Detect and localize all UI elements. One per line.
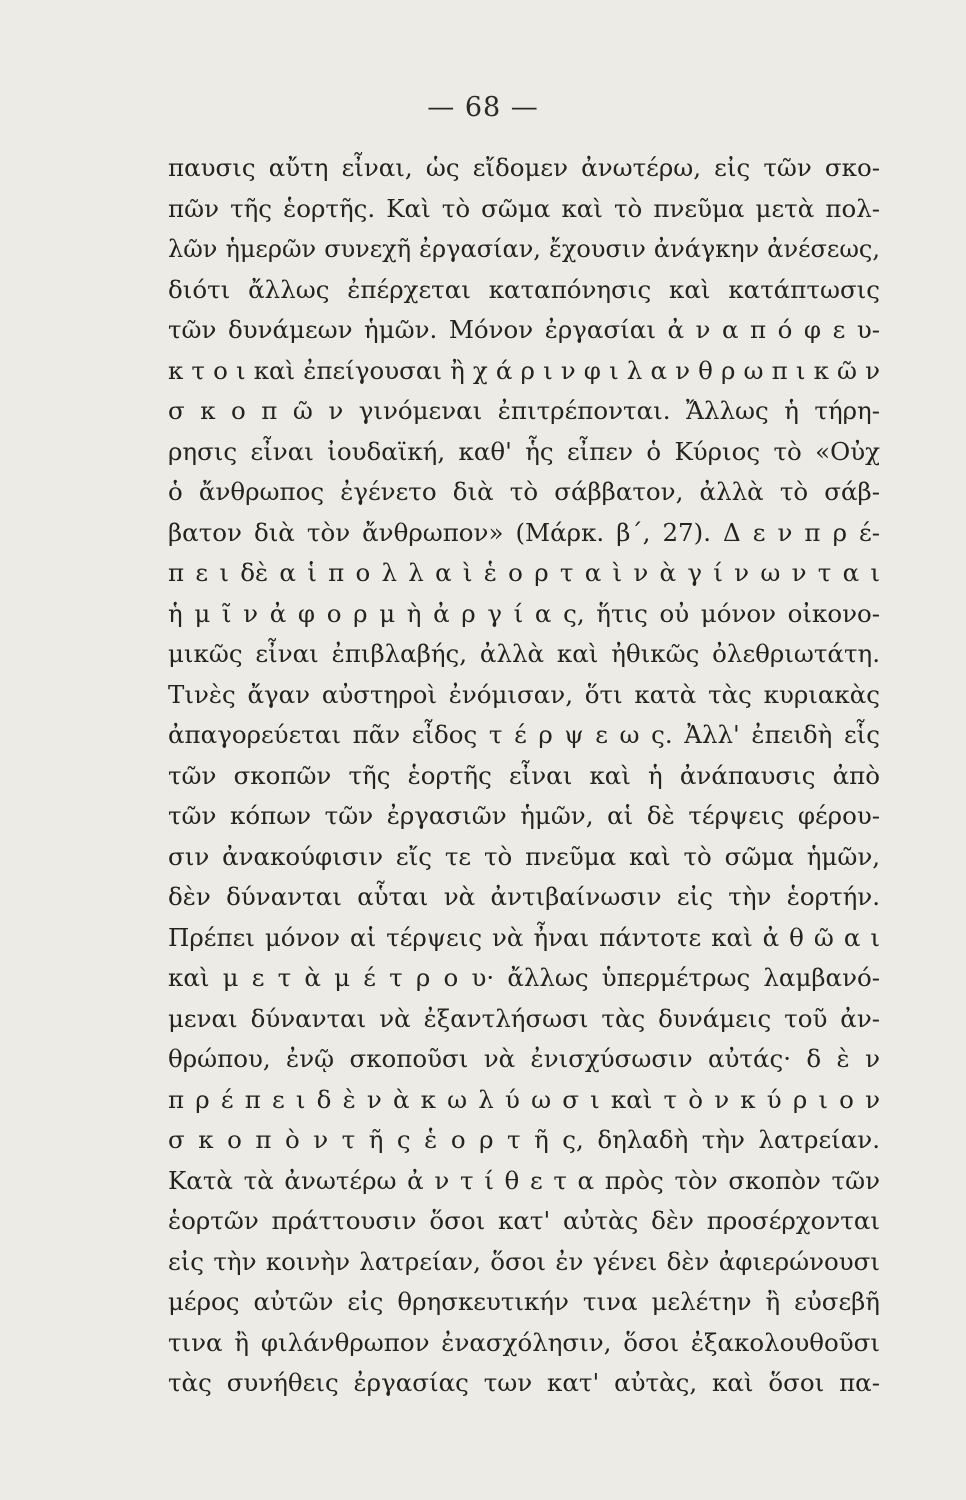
text-line: ἡ μ ῖ ν ἀ φ ο ρ μ ὴ ἀ ρ γ ί α ς, ἥτις οὐ μόνον οἰκονο-: [168, 598, 880, 628]
text-line: Κατὰ τὰ ἀνωτέρω ἀ ν τ ί θ ε τ α πρὸς τὸν σκοπὸν τῶν: [168, 1165, 880, 1195]
text-line: κ τ ο ι καὶ ἐπείγουσαι ἢ χ ά ρ ι ν φ ι λ α ν θ ρ ω π ι κ ῶ ν: [168, 355, 880, 385]
text-line: ἀπαγορεύεται πᾶν εἶδος τ έ ρ ψ ε ω ς. Ἀλλ' ἐπειδὴ εἷς: [168, 720, 880, 749]
text-line: θρώπου, ἐνῷ σκοποῦσι νὰ ἐνισχύσωσιν αὐτάς· δ ὲ ν: [168, 1044, 880, 1073]
text-line: καὶ μ ε τ ὰ μ έ τ ρ ο υ· ἄλλως ὑπερμέτρως λαμβανό-: [168, 963, 880, 992]
text-line: παυσις αὔτη εἶναι, ὡς εἴδομεν ἀνωτέρω, εἰς τῶν σκο-: [168, 153, 880, 182]
text-line: Πρέπει μόνον αἱ τέρψεις νὰ ἦναι πάντοτε καὶ ἀ θ ῶ α ι: [168, 922, 880, 952]
text-line: τὰς συνήθεις ἐργασίας των κατ' αὐτὰς, καὶ ὅσοι πα-: [168, 1368, 880, 1397]
text-line: σιν ἀνακούφισιν εἴς τε τὸ πνεῦμα καὶ τὸ σῶμα ἡμῶν,: [168, 841, 880, 871]
text-line: μεναι δύνανται νὰ ἐξαντλήσωσι τὰς δυνάμεις τοῦ ἀν-: [168, 1003, 880, 1033]
text-line: σ κ ο π ὸ ν τ ῆ ς ἑ ο ρ τ ῆ ς, δηλαδὴ τὴν λατρείαν.: [168, 1125, 880, 1154]
text-line: τῶν σκοπῶν τῆς ἑορτῆς εἶναι καὶ ἡ ἀνάπαυσις ἀπὸ: [168, 760, 880, 790]
text-line: βατον διὰ τὸν ἄνθρωπον» (Μάρκ. β΄, 27). Δ ε ν π ρ έ-: [168, 517, 880, 547]
text-line: πῶν τῆς ἑορτῆς. Καὶ τὸ σῶμα καὶ τὸ πνεῦμα μετὰ πολ-: [168, 193, 880, 223]
text-line: τῶν κόπων τῶν ἐργασιῶν ἡμῶν, αἱ δὲ τέρψεις φέρου-: [168, 801, 880, 830]
text-line: τινα ἢ φιλάνθρωπον ἐνασχόλησιν, ὅσοι ἐξακολουθοῦσι: [168, 1327, 880, 1357]
text-line: διότι ἄλλως ἐπέρχεται καταπόνησις καὶ κατάπτωσις: [168, 274, 880, 304]
text-line: ἑορτῶν πράττουσιν ὅσοι κατ' αὐτὰς δὲν προσέρχονται: [168, 1206, 880, 1235]
body-text: [168, 148, 880, 1404]
text-line: εἰς τὴν κοινὴν λατρείαν, ὅσοι ἐν γένει δὲν ἀφιερώνουσι: [168, 1246, 880, 1276]
text-line: τῶν δυνάμεων ἡμῶν. Μόνον ἐργασίαι ἀ ν α π ό φ ε υ-: [168, 315, 880, 344]
text-line: λῶν ἡμερῶν συνεχῆ ἐργασίαν, ἔχουσιν ἀνάγκην ἀνέσεως,: [168, 235, 880, 263]
page-number: — 68 —: [427, 92, 539, 123]
text-line: μέρος αὐτῶν εἰς θρησκευτικήν τινα μελέτην ἢ εὐσεβῆ: [168, 1287, 880, 1316]
text-line: δὲν δύνανται αὗται νὰ ἀντιβαίνωσιν εἰς τὴν ἑορτήν.: [168, 882, 880, 911]
text-line: π ε ι δὲ α ἱ π ο λ λ α ὶ ἑ ο ρ τ α ὶ ν ὰ γ ί ν ω ν τ α ι: [168, 558, 880, 587]
text-line: μικῶς εἶναι ἐπιβλαβής, ἀλλὰ καὶ ἠθικῶς ὀλεθριωτάτη.: [168, 639, 880, 668]
text-line: Τινὲς ἄγαν αὐστηροὶ ἐνόμισαν, ὅτι κατὰ τὰς κυριακὰς: [168, 679, 880, 709]
text-line: ρησις εἶναι ἰουδαϊκή, καθ' ἧς εἶπεν ὁ Κύριος τὸ «Οὐχ: [168, 436, 880, 466]
text-line: π ρ έ π ε ι δ ὲ ν ὰ κ ω λ ύ ω σ ι καὶ τ ὸ ν κ ύ ρ ι ο ν: [168, 1084, 880, 1114]
text-line: σ κ ο π ῶ ν γινόμεναι ἐπιτρέπονται. Ἄλλως ἡ τήρη-: [168, 396, 880, 425]
text-line: ὁ ἄνθρωπος ἐγένετο διὰ τὸ σάββατον, ἀλλὰ τὸ σάβ-: [168, 477, 880, 506]
